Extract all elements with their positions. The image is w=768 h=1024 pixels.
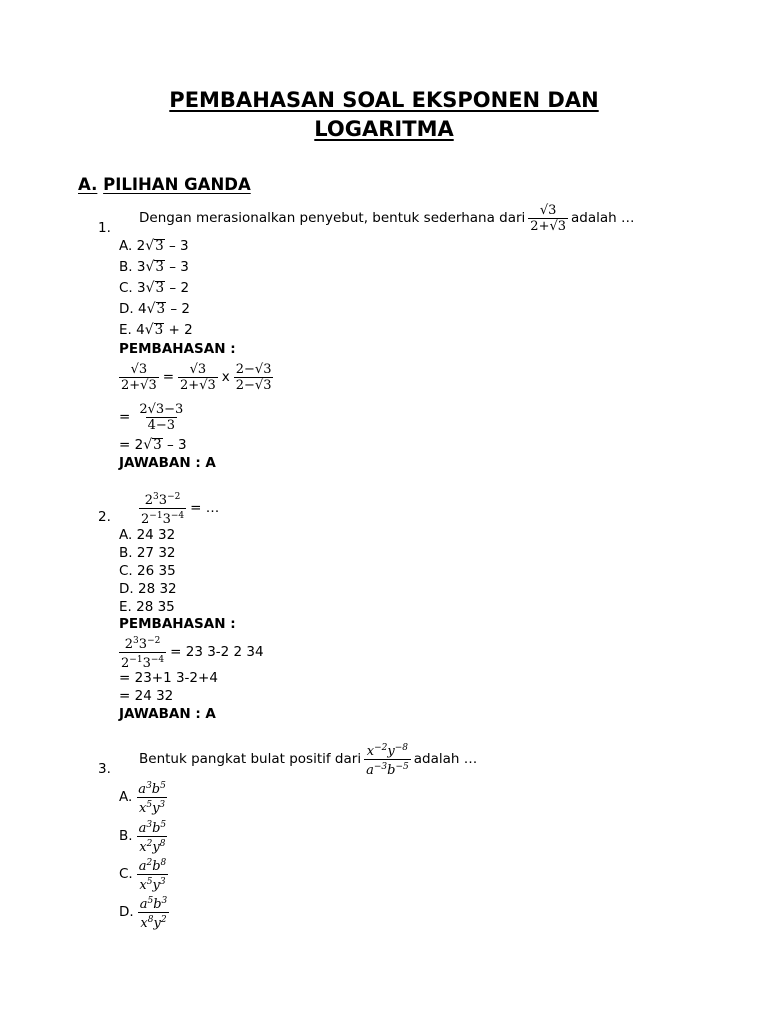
q2-question	[138, 489, 219, 527]
q2-suffix: = …	[190, 500, 220, 516]
q2-answer: JAWABAN : A	[119, 706, 216, 722]
option-radicand: 3	[156, 301, 166, 317]
option-fraction: $\frac{a^3b^5}{x^5y^3}$	[138, 780, 166, 816]
fraction-numerator: √3	[130, 361, 148, 377]
q1-fraction-denominator: 2+√3	[530, 218, 567, 234]
times-sign: x	[221, 369, 230, 385]
q2-pembahasan-label: PEMBAHASAN :	[119, 616, 236, 632]
option-fraction: $\frac{a^5b^3}{x^8y^2}$	[139, 895, 168, 931]
option-radicand: 3	[155, 259, 164, 275]
fraction-numerator: 2√3−3	[139, 401, 184, 417]
option-rest: – 3	[164, 259, 189, 275]
option-letter: A.	[119, 789, 133, 805]
q2-step1-rest: = 23 3-2 2 34	[170, 644, 264, 660]
q2-option-a: A. 24 32	[119, 527, 176, 543]
q2-option-d: D. 28 32	[119, 581, 177, 597]
q1-option-d	[119, 301, 190, 317]
q2-step1-fraction	[119, 634, 166, 671]
option-letter: B.	[119, 828, 133, 844]
section-header	[78, 175, 251, 194]
step-rest: – 3	[162, 437, 187, 453]
q1-pembahasan-label: PEMBAHASAN :	[119, 341, 236, 357]
fraction-numerator: $2^33^{-2}$	[124, 635, 161, 652]
q3-suffix: adalah …	[413, 751, 478, 767]
equals-sign: =	[162, 369, 175, 385]
option-coefficient: 3	[136, 259, 146, 275]
option-letter: B.	[119, 259, 133, 275]
step-radicand: 3	[153, 437, 162, 453]
fraction-denominator: $2^{-1}3^{-4}$	[139, 508, 186, 527]
option-sqrt: √ 3	[145, 238, 164, 254]
section-letter: A.	[78, 175, 98, 194]
q3-option-c	[119, 855, 169, 893]
option-sqrt: √ 3	[145, 259, 164, 275]
q1-step1	[118, 358, 274, 396]
q1-option-c	[119, 280, 189, 296]
q3-question	[139, 739, 477, 779]
q3-number: 3.	[98, 761, 111, 777]
q2-number: 2.	[98, 509, 111, 525]
q1-text: Dengan merasionalkan penyebut, bentuk sederhana dari	[139, 210, 526, 226]
q1-fraction-numerator: √3	[539, 202, 557, 218]
q1-step2-fraction	[137, 402, 185, 433]
option-sqrt: √ 3	[146, 301, 166, 317]
q2-option-c: C. 26 35	[119, 563, 176, 579]
option-fraction: $\frac{a^3b^5}{x^2y^8}$	[138, 819, 167, 855]
q1-number: 1.	[98, 220, 111, 236]
equals-sign: =	[119, 409, 131, 425]
q1-answer: JAWABAN : A	[119, 455, 216, 471]
q3-fraction	[364, 741, 411, 778]
q2-fraction	[139, 490, 186, 527]
option-radicand: 3	[155, 238, 164, 254]
option-rest: + 2	[164, 322, 193, 338]
fraction-denominator: $2^{-1}3^{-4}$	[119, 652, 166, 671]
fraction-numerator: $x^{-2}y^{-8}$	[366, 742, 409, 759]
q1-option-a	[119, 238, 189, 254]
option-coefficient: 3	[137, 280, 146, 296]
q3-text: Bentuk pangkat bulat positif dari	[139, 751, 362, 767]
q1-suffix: adalah …	[571, 210, 635, 226]
q2-option-e: E. 28 35	[119, 599, 175, 615]
option-radicand: 3	[154, 322, 164, 338]
q1-step1-fraction1	[119, 362, 159, 393]
q1-option-e	[119, 322, 193, 338]
option-sqrt: √ 3	[145, 280, 165, 296]
step-sqrt: √ 3	[143, 437, 162, 453]
option-fraction: $\frac{a^2b^8}{x^5y^3}$	[138, 857, 167, 893]
page-title-line2: LOGARITMA	[314, 117, 454, 141]
option-letter: D.	[119, 904, 134, 920]
option-sqrt: √ 3	[144, 322, 164, 338]
option-letter: C.	[119, 866, 133, 882]
fraction-denominator: $a^{-3}b^{-5}$	[364, 759, 411, 778]
option-letter: A.	[119, 238, 133, 254]
q1-fraction	[528, 203, 568, 234]
option-rest: – 2	[166, 301, 191, 317]
step-prefix: = 2	[119, 437, 144, 453]
q2-step1	[118, 633, 264, 671]
fraction-numerator: $2^33^{-2}$	[144, 491, 181, 508]
fraction-numerator: 2−√3	[235, 361, 272, 377]
option-coefficient: 4	[136, 322, 145, 338]
q1-option-b	[119, 259, 189, 275]
fraction-denominator: 4−3	[147, 417, 176, 433]
q1-question	[139, 198, 635, 238]
q3-option-b	[119, 817, 169, 855]
page-title-line1: PEMBAHASAN SOAL EKSPONEN DAN	[169, 88, 599, 112]
q1-step2	[119, 398, 186, 436]
option-letter: C.	[119, 280, 133, 296]
fraction-numerator: √3	[189, 361, 207, 377]
option-rest: – 3	[164, 238, 189, 254]
q2-step2: = 23+1 3-2+4	[119, 670, 218, 686]
option-rest: – 2	[165, 280, 190, 296]
q1-step3	[119, 437, 187, 453]
option-radicand: 3	[155, 280, 165, 296]
q2-step3: = 24 32	[119, 688, 174, 704]
fraction-denominator: 2−√3	[235, 377, 272, 393]
q2-option-b: B. 27 32	[119, 545, 176, 561]
fraction-denominator: 2+√3	[180, 377, 216, 393]
q3-option-d	[119, 893, 170, 931]
option-coefficient: 2	[136, 238, 146, 254]
q1-step1-fraction3	[234, 362, 274, 393]
q3-option-a	[119, 778, 169, 816]
option-letter: D.	[119, 301, 134, 317]
option-coefficient: 4	[137, 301, 147, 317]
q1-step1-fraction2	[178, 362, 218, 393]
fraction-denominator: 2+√3	[121, 377, 157, 393]
option-letter: E.	[119, 322, 132, 338]
section-title: PILIHAN GANDA	[103, 175, 251, 194]
